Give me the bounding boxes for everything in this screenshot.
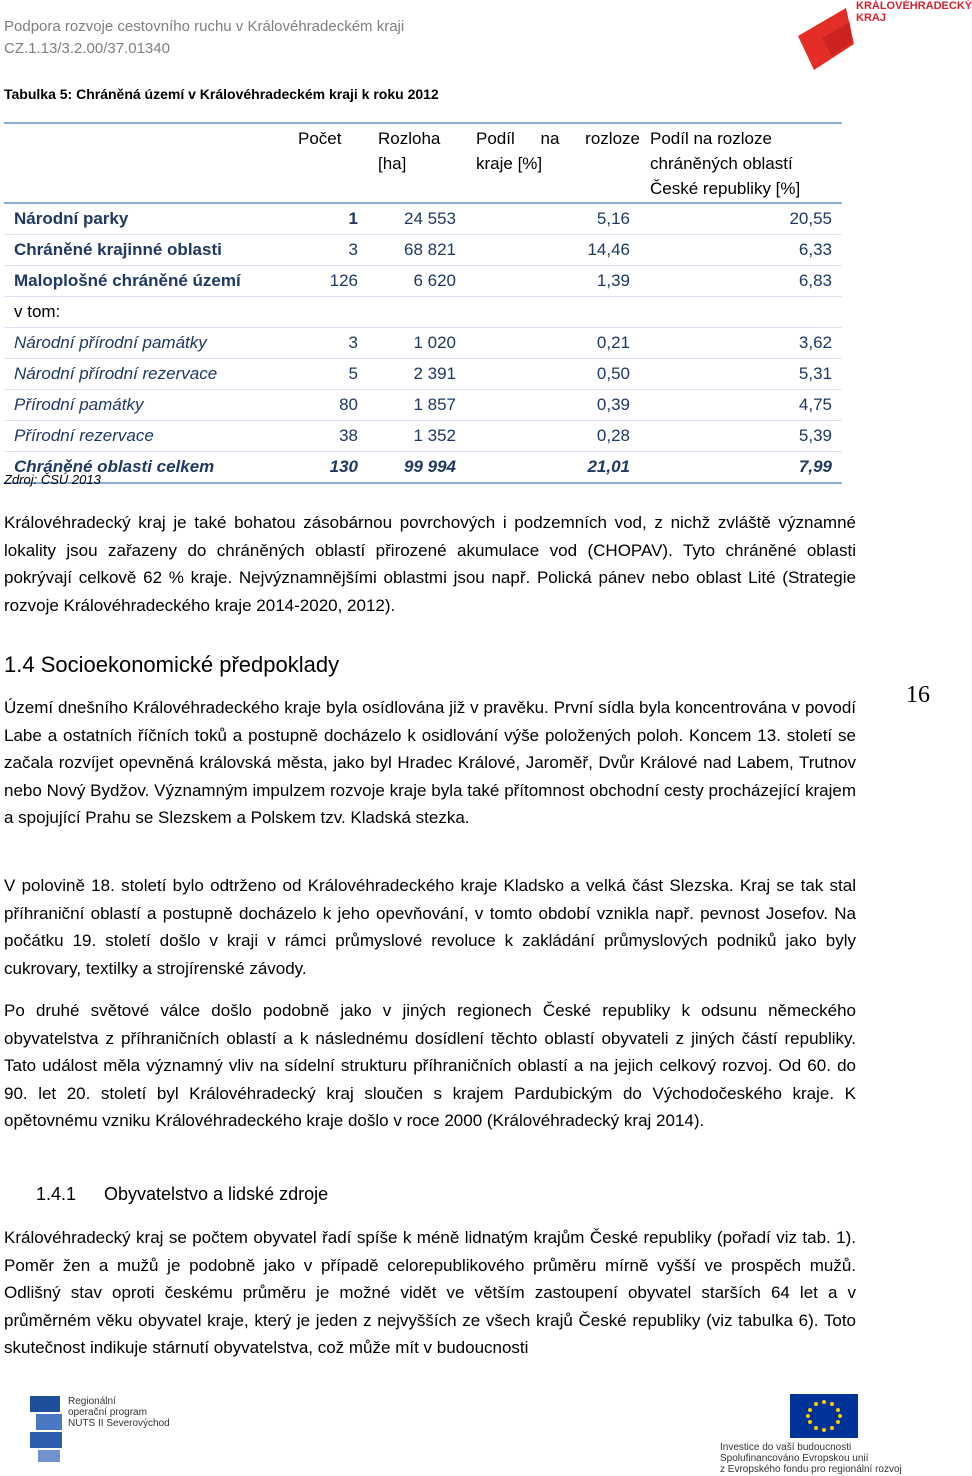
cell-count: 126 xyxy=(329,271,358,290)
cell-share: 21,01 xyxy=(587,457,630,476)
table-row xyxy=(4,235,842,266)
cell-count: 3 xyxy=(348,333,358,352)
header-cz-label-3: České republiky [%] xyxy=(650,179,801,198)
header-cz xyxy=(640,123,842,203)
cell-area: 2 391 xyxy=(413,364,456,383)
table-row xyxy=(4,203,842,235)
cell-share: 1,39 xyxy=(596,271,630,290)
header-area-label-2: [ha] xyxy=(378,154,407,173)
cell-share: 5,16 xyxy=(596,209,630,228)
cell-area: 1 020 xyxy=(413,333,456,352)
cell-share: 0,50 xyxy=(596,364,630,383)
paragraph-history-18th: V polovině 18. století bylo odtrženo od Královéhradeckého kraje Kladsko a velká část Slezska. Kraj se tak stal příhraniční oblastí a postupně docházelo k jeho opevňování, v tomto období vznikla např. pevnost Josefov. Na počátku 19. století došlo v kraji v rámci průmyslové revoluce k zakládání průmyslových podniků jako byly cukrovary, textilky a strojírenské závody. xyxy=(4,876,856,978)
header-cz-label-1: Podíl na rozloze xyxy=(650,129,772,148)
cell-area: 24 553 xyxy=(404,209,456,228)
cell-cz: 5,39 xyxy=(798,426,832,445)
eu-text-1: Investice do vaší budoucnosti xyxy=(720,1442,852,1453)
cell-area: 6 620 xyxy=(413,271,456,290)
header-cz-label-2: chráněných oblastí xyxy=(650,154,793,173)
cell-cz: 20,55 xyxy=(789,209,832,228)
header-area xyxy=(368,123,466,203)
eu-text-3: z Evropského fondu pro regionální rozvoj xyxy=(720,1464,902,1475)
cell-count: 1 xyxy=(348,209,358,228)
cell-cz xyxy=(640,297,842,328)
cell-count: 130 xyxy=(329,457,358,476)
eu-logo-text xyxy=(720,1442,902,1475)
cell-cz: 4,75 xyxy=(798,395,832,414)
table-caption: Tabulka 5: Chráněná území v Královéhradeckém kraji k roku 2012 xyxy=(4,86,439,102)
rop-logo-block-4 xyxy=(38,1450,60,1462)
cell-share: 0,28 xyxy=(596,426,630,445)
cell-cz: 6,83 xyxy=(798,271,832,290)
table-row xyxy=(4,421,842,452)
paragraph-history-early: Území dnešního Královéhradeckého kraje byla osídlována již v pravěku. První sídla byla koncentrována v povodí Labe a ostatních říčních toků a postupně docházelo k osidlování výše položených poloh. Koncem 13. století se začala rozvíjet opevněná královská města, jako byl Hradec Králové, Jaroměř, Dvůr Králové nad Labem, Trutnov nebo Nový Bydžov. Významným impulzem rozvoje kraje byla také přítomnost obchodní cesty procházející krajem a spojující Prahu se Slezskem a Polskem tzv. Kladská stezka. xyxy=(4,698,856,827)
cell-cz: 5,31 xyxy=(798,364,832,383)
cell-share: 0,39 xyxy=(596,395,630,414)
subsection-number: 1.4.1 xyxy=(36,1184,77,1204)
table-source: Zdroj: ČSÚ 2013 xyxy=(4,472,101,487)
section-heading: 1.4 Socioekonomické předpoklady xyxy=(4,652,340,677)
rop-text-1: Regionální xyxy=(68,1396,116,1407)
table-row xyxy=(4,359,842,390)
cell-area xyxy=(368,297,466,328)
cell-cz: 6,33 xyxy=(798,240,832,259)
header-count xyxy=(274,123,368,203)
cell-name: Přírodní rezervace xyxy=(14,426,154,445)
table-row xyxy=(4,297,842,328)
cell-share: 14,46 xyxy=(587,240,630,259)
header-share-line-1 xyxy=(476,126,640,151)
subsection-heading xyxy=(36,1184,328,1205)
cell-name: Národní parky xyxy=(14,209,129,228)
header-name xyxy=(4,123,274,203)
page-number: 16 xyxy=(906,682,930,708)
cell-name: Národní přírodní rezervace xyxy=(14,364,218,383)
cell-area: 1 352 xyxy=(413,426,456,445)
table-header-row xyxy=(4,123,842,203)
eu-text-2: Spolufinancováno Evropskou unií xyxy=(720,1453,869,1464)
paragraph-population: Královéhradecký kraj se počtem obyvatel řadí spíše k méně lidnatým krajům České republiky (pořadí viz tab. 1). Poměr žen a mužů je podobně jako v případě celorepublikového průměru mírně vyšší ve prospěch mužů. Odlišný stav oproti českému průměru je možné vidět ve větším zastoupení obyvatel starších 64 let a v průměrném věku obyvatel kraje, který je jeden z nejvyšších ze všech krajů České republiky (viz tabulka 6). Toto skutečnost indikuje stárnutí obyvatelstva, což může mít v budoucnosti xyxy=(4,1228,856,1357)
header-share-label-2: kraje [%] xyxy=(476,154,543,173)
header-count-label: Počet xyxy=(298,129,342,148)
rop-logo-block-1 xyxy=(30,1396,60,1412)
cell-share xyxy=(466,297,640,328)
header-share-w1: Podíl xyxy=(476,129,515,148)
cell-name: Chráněné krajinné oblasti xyxy=(14,240,222,259)
cell-count: 38 xyxy=(339,426,358,445)
cell-count: 3 xyxy=(348,240,358,259)
table-row-total xyxy=(4,452,842,484)
cell-count: 80 xyxy=(339,395,358,414)
header-share-w2: na xyxy=(540,129,560,148)
table-row xyxy=(4,328,842,359)
cell-count: 5 xyxy=(348,364,358,383)
cell-name: v tom: xyxy=(14,302,61,321)
cell-area: 99 994 xyxy=(404,457,456,476)
rop-logo-text xyxy=(68,1396,170,1429)
cell-cz: 3,62 xyxy=(798,333,832,352)
header-share xyxy=(466,123,640,203)
header-area-label-1: Rozloha xyxy=(378,129,441,148)
cell-share: 0,21 xyxy=(596,333,630,352)
subsection-title: Obyvatelstvo a lidské zdroje xyxy=(104,1184,329,1204)
cell-name: Národní přírodní památky xyxy=(14,333,207,352)
cell-count xyxy=(274,297,368,328)
rop-logo-block-2 xyxy=(36,1414,62,1430)
header-project-title: Podpora rozvoje cestovního ruchu v Královéhradeckém kraji xyxy=(4,18,405,35)
cell-name: Chráněné oblasti celkem xyxy=(14,457,215,476)
table-row xyxy=(4,390,842,421)
cell-area: 68 821 xyxy=(404,240,456,259)
table-row xyxy=(4,266,842,297)
cell-name: Maloplošné chráněné území xyxy=(14,271,241,290)
header-project-code: CZ.1.13/3.2.00/37.01340 xyxy=(4,40,170,57)
rop-logo-block-3 xyxy=(30,1432,62,1448)
protected-areas-table xyxy=(4,122,842,484)
cell-name: Přírodní památky xyxy=(14,395,144,414)
rop-text-2: operační program xyxy=(68,1407,147,1418)
header-share-w3: rozloze xyxy=(585,129,640,148)
cell-cz: 7,99 xyxy=(798,457,832,476)
rop-text-3: NUTS II Severovýchod xyxy=(68,1418,170,1429)
paragraph-history-postwar: Po druhé světové válce došlo podobně jako v jiných regionech České republiky k odsunu německého obyvatelstva z příhraničních oblastí a k následnému dosídlení těchto oblastí obyvateli z jiných částí republiky. Tato událost měla významný vliv na sídelní strukturu příhraničních oblastí a na jejich celkový rozvoj. Od 60. do 90. let 20. století byl Královéhradecký kraj sloučen s krajem Pardubickým do Východočeského kraje. K opětovnému vzniku Královéhradeckého kraje došlo v roce 2000 (Královéhradecký kraj 2014). xyxy=(4,1001,856,1130)
region-logo-text: KRÁLOVÉHRADECKÝ KRAJ xyxy=(856,0,972,24)
paragraph-water: Královéhradecký kraj je také bohatou zásobárnou povrchových i podzemních vod, z nichž zvláště významné lokality jsou zařazeny do chráněných oblastí přirozené akumulace vod (CHOPAV). Tyto chráněné oblasti pokrývají celkově 62 % kraje. Nejvýznamnějšími oblastmi jsou např. Polická pánev nebo oblast Lité (Strategie rozvoje Královéhradeckého kraje 2014-2020, 2012). xyxy=(4,513,856,615)
cell-area: 1 857 xyxy=(413,395,456,414)
